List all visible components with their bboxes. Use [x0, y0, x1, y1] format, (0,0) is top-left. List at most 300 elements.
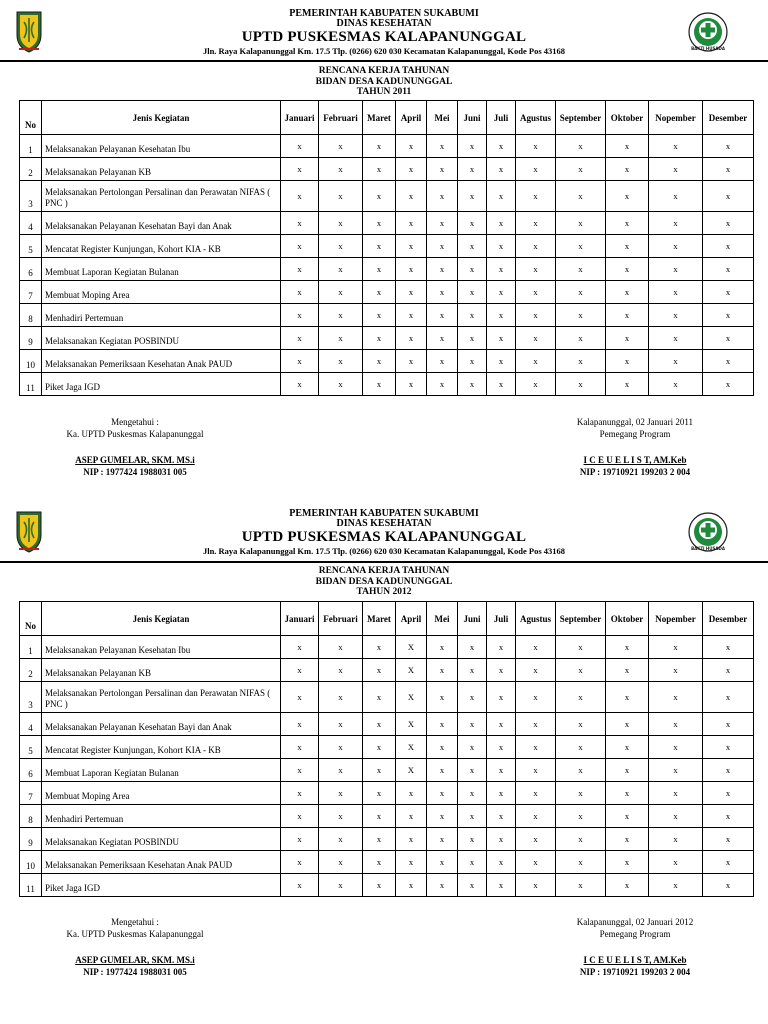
month-mark: x [606, 281, 649, 304]
column-header-month: Juli [487, 101, 516, 135]
month-mark: x [427, 327, 458, 350]
month-mark: x [363, 304, 396, 327]
month-mark: x [319, 158, 363, 181]
month-mark: x [281, 636, 319, 659]
month-mark: x [516, 235, 556, 258]
month-mark: x [458, 304, 487, 327]
month-mark: x [427, 158, 458, 181]
month-mark: x [487, 682, 516, 713]
month-mark: x [606, 828, 649, 851]
month-mark: x [458, 350, 487, 373]
month-mark: x [606, 713, 649, 736]
month-mark: x [606, 805, 649, 828]
plan-title [0, 566, 768, 598]
month-mark: x [487, 258, 516, 281]
month-mark: x [427, 828, 458, 851]
month-mark: x [649, 782, 703, 805]
column-header-month: Mei [427, 101, 458, 135]
month-mark: x [556, 782, 606, 805]
month-mark: x [516, 782, 556, 805]
activity-table [19, 100, 754, 396]
month-mark: x [703, 235, 754, 258]
month-mark: x [281, 327, 319, 350]
month-mark: x [396, 258, 427, 281]
month-mark: x [556, 713, 606, 736]
column-header-month: September [556, 101, 606, 135]
column-header-month: Januari [281, 101, 319, 135]
row-number: 6 [20, 258, 42, 281]
month-mark: x [703, 181, 754, 212]
month-mark: x [487, 759, 516, 782]
table-row [20, 373, 754, 396]
month-mark: x [427, 258, 458, 281]
month-mark: x [606, 304, 649, 327]
month-mark: x [649, 235, 703, 258]
month-mark: x [281, 782, 319, 805]
table-row [20, 181, 754, 212]
month-mark: X [396, 759, 427, 782]
month-mark: x [649, 212, 703, 235]
month-mark: x [487, 659, 516, 682]
month-mark: x [487, 212, 516, 235]
month-mark: x [319, 805, 363, 828]
month-mark: x [703, 759, 754, 782]
month-mark: x [281, 759, 319, 782]
month-mark: x [606, 851, 649, 874]
place-date: Kalapanunggal, 02 Januari 2012 [576, 917, 694, 927]
table-row [20, 281, 754, 304]
month-mark: x [703, 281, 754, 304]
column-header-month: Juli [487, 602, 516, 636]
month-mark: x [319, 874, 363, 897]
month-mark: x [649, 636, 703, 659]
activity-name: Melaksanakan Pertolongan Persalinan dan Perawatan NIFAS ( PNC ) [42, 181, 281, 212]
approver-title: Ka. UPTD Puskesmas Kalapanunggal [66, 929, 204, 939]
activity-name: Membuat Moping Area [42, 782, 281, 805]
month-mark: x [703, 636, 754, 659]
row-number: 5 [20, 736, 42, 759]
month-mark: x [556, 828, 606, 851]
letterhead-institution: UPTD PUSKESMAS KALAPANUNGGAL [241, 529, 527, 545]
month-mark: x [703, 135, 754, 158]
month-mark: x [606, 659, 649, 682]
month-mark: x [363, 659, 396, 682]
month-mark: x [396, 304, 427, 327]
approver-signature-block [40, 416, 230, 478]
month-mark: x [396, 874, 427, 897]
month-mark: x [396, 212, 427, 235]
month-mark: x [427, 636, 458, 659]
letterhead-government: PEMERINTAH KABUPATEN SUKABUMI [289, 508, 479, 519]
approver-nip: NIP : 1977424 1988031 005 [83, 967, 187, 977]
month-mark: x [649, 874, 703, 897]
row-number: 1 [20, 636, 42, 659]
table-row [20, 851, 754, 874]
month-mark: x [427, 212, 458, 235]
month-mark: x [458, 736, 487, 759]
letterhead-department: DINAS KESEHATAN [336, 18, 432, 29]
month-mark: x [458, 828, 487, 851]
column-header-month: Maret [363, 101, 396, 135]
month-mark: x [363, 782, 396, 805]
month-mark: x [363, 181, 396, 212]
column-header-month: Februari [319, 101, 363, 135]
month-mark: x [516, 212, 556, 235]
program-holder-role: Pemegang Program [599, 429, 671, 439]
month-mark: x [703, 851, 754, 874]
activity-name: Piket Jaga IGD [42, 373, 281, 396]
month-mark: x [649, 258, 703, 281]
month-mark: x [363, 373, 396, 396]
month-mark: x [319, 636, 363, 659]
table-row [20, 659, 754, 682]
row-number: 11 [20, 373, 42, 396]
month-mark: x [516, 713, 556, 736]
month-mark: x [606, 158, 649, 181]
month-mark: x [281, 350, 319, 373]
month-mark: x [516, 373, 556, 396]
approver-label: Mengetahui : [111, 417, 159, 427]
month-mark: x [319, 281, 363, 304]
month-mark: x [319, 304, 363, 327]
month-mark: x [427, 659, 458, 682]
month-mark: x [516, 659, 556, 682]
month-mark: x [487, 713, 516, 736]
month-mark: x [649, 736, 703, 759]
column-header-month: Desember [703, 602, 754, 636]
activity-name: Melaksanakan Kegiatan POSBINDU [42, 828, 281, 851]
month-mark: x [516, 327, 556, 350]
month-mark: x [363, 682, 396, 713]
month-mark: x [427, 135, 458, 158]
row-number: 5 [20, 235, 42, 258]
column-header-month: Agustus [516, 101, 556, 135]
month-mark: x [458, 281, 487, 304]
plan-title-line3: TAHUN 2011 [356, 87, 412, 97]
month-mark: x [556, 851, 606, 874]
month-mark: x [649, 327, 703, 350]
month-mark: x [487, 828, 516, 851]
month-mark: x [396, 805, 427, 828]
month-mark: x [703, 373, 754, 396]
month-mark: x [556, 659, 606, 682]
month-mark: x [606, 373, 649, 396]
month-mark: x [363, 874, 396, 897]
month-mark: x [606, 759, 649, 782]
month-mark: x [281, 281, 319, 304]
letterhead-rule [0, 60, 768, 62]
month-mark: x [427, 759, 458, 782]
month-mark: x [606, 135, 649, 158]
month-mark: x [396, 828, 427, 851]
month-mark: x [556, 258, 606, 281]
letterhead-address: Jln. Raya Kalapanunggal Km. 17.5 Tlp. (0266) 620 030 Kecamatan Kalapanunggal, Kode Pos 43168 [202, 46, 566, 56]
month-mark: x [487, 281, 516, 304]
letterhead-address: Jln. Raya Kalapanunggal Km. 17.5 Tlp. (0266) 620 030 Kecamatan Kalapanunggal, Kode Pos 43168 [202, 546, 566, 556]
program-holder-name: I C E U E L I S T, AM.Keb [583, 955, 687, 965]
month-mark: x [281, 713, 319, 736]
month-mark: x [427, 304, 458, 327]
month-mark: x [516, 682, 556, 713]
month-mark: x [556, 327, 606, 350]
month-mark: x [516, 350, 556, 373]
activity-name: Mencatat Register Kunjungan, Kohort KIA - KB [42, 235, 281, 258]
month-mark: x [487, 851, 516, 874]
month-mark: x [649, 805, 703, 828]
month-mark: x [487, 782, 516, 805]
month-mark: x [556, 636, 606, 659]
month-mark: x [458, 181, 487, 212]
plan-title-line2: BIDAN DESA KADUNUNGGAL [315, 76, 453, 87]
letterhead-department: DINAS KESEHATAN [336, 518, 432, 529]
activity-name: Melaksanakan Pertolongan Persalinan dan Perawatan NIFAS ( PNC ) [42, 682, 281, 713]
month-mark: x [281, 212, 319, 235]
activity-name: Melaksanakan Pelayanan Kesehatan Ibu [42, 636, 281, 659]
plan-title-line2: BIDAN DESA KADUNUNGGAL [315, 576, 453, 587]
month-mark: x [363, 828, 396, 851]
month-mark: x [556, 759, 606, 782]
month-mark: x [649, 158, 703, 181]
month-mark: x [281, 158, 319, 181]
month-mark: x [487, 304, 516, 327]
month-mark: x [516, 304, 556, 327]
month-mark: x [281, 874, 319, 897]
activity-name: Membuat Laporan Kegiatan Bulanan [42, 759, 281, 782]
month-mark: x [649, 350, 703, 373]
month-mark: x [396, 181, 427, 212]
month-mark: x [319, 135, 363, 158]
month-mark: x [319, 373, 363, 396]
activity-table [19, 601, 754, 897]
month-mark: x [516, 759, 556, 782]
letterhead-government: PEMERINTAH KABUPATEN SUKABUMI [289, 8, 479, 19]
bakti-husada-logo-icon [688, 510, 728, 554]
month-mark: x [363, 212, 396, 235]
month-mark: x [396, 281, 427, 304]
month-mark: x [703, 828, 754, 851]
activity-name: Melaksanakan Pelayanan Kesehatan Ibu [42, 135, 281, 158]
month-mark: x [319, 235, 363, 258]
month-mark: x [319, 659, 363, 682]
month-mark: x [606, 327, 649, 350]
svg-text:BAKTI HUSADA: BAKTI HUSADA [691, 46, 725, 51]
month-mark: x [281, 805, 319, 828]
program-holder-role: Pemegang Program [599, 929, 671, 939]
month-mark: x [487, 327, 516, 350]
row-number: 10 [20, 350, 42, 373]
bakti-husada-logo-icon [688, 10, 728, 54]
month-mark: x [458, 636, 487, 659]
program-holder-signature-block [540, 916, 730, 978]
letterhead-institution: UPTD PUSKESMAS KALAPANUNGGAL [241, 29, 527, 45]
program-holder-signature-block [540, 416, 730, 478]
row-number: 6 [20, 759, 42, 782]
approver-title: Ka. UPTD Puskesmas Kalapanunggal [66, 429, 204, 439]
month-mark: x [606, 235, 649, 258]
month-mark: x [427, 805, 458, 828]
month-mark: x [281, 373, 319, 396]
month-mark: x [363, 636, 396, 659]
program-holder-nip: NIP : 19710921 199203 2 004 [579, 967, 691, 977]
month-mark: x [396, 373, 427, 396]
month-mark: x [703, 212, 754, 235]
row-number: 4 [20, 212, 42, 235]
month-mark: x [319, 713, 363, 736]
month-mark: x [281, 851, 319, 874]
month-mark: x [427, 713, 458, 736]
month-mark: X [396, 713, 427, 736]
letterhead [0, 500, 768, 560]
month-mark: x [487, 135, 516, 158]
month-mark: x [363, 281, 396, 304]
program-holder-nip: NIP : 19710921 199203 2 004 [579, 467, 691, 477]
month-mark: x [319, 851, 363, 874]
column-header-month: Maret [363, 602, 396, 636]
month-mark: x [516, 135, 556, 158]
table-row [20, 212, 754, 235]
month-mark: x [427, 682, 458, 713]
month-mark: x [703, 805, 754, 828]
month-mark: x [319, 759, 363, 782]
month-mark: X [396, 736, 427, 759]
table-row [20, 235, 754, 258]
month-mark: x [458, 158, 487, 181]
activity-name: Melaksanakan Pemeriksaan Kesehatan Anak PAUD [42, 350, 281, 373]
table-row [20, 135, 754, 158]
row-number: 10 [20, 851, 42, 874]
month-mark: x [281, 135, 319, 158]
month-mark: x [319, 258, 363, 281]
month-mark: x [458, 874, 487, 897]
month-mark: x [427, 281, 458, 304]
plan-title-line3: TAHUN 2012 [356, 587, 412, 597]
row-number: 3 [20, 181, 42, 212]
activity-name: Melaksanakan Pelayanan KB [42, 158, 281, 181]
month-mark: x [516, 874, 556, 897]
table-row [20, 713, 754, 736]
month-mark: x [363, 235, 396, 258]
month-mark: x [458, 713, 487, 736]
month-mark: x [487, 350, 516, 373]
month-mark: x [649, 304, 703, 327]
month-mark: x [556, 373, 606, 396]
month-mark: x [458, 135, 487, 158]
month-mark: x [516, 258, 556, 281]
month-mark: x [396, 782, 427, 805]
column-header-month: Nopember [649, 101, 703, 135]
month-mark: x [606, 682, 649, 713]
column-header-month: September [556, 602, 606, 636]
month-mark: x [396, 135, 427, 158]
month-mark: x [649, 759, 703, 782]
month-mark: x [487, 636, 516, 659]
month-mark: x [606, 258, 649, 281]
month-mark: x [487, 158, 516, 181]
month-mark: x [427, 181, 458, 212]
month-mark: x [649, 373, 703, 396]
month-mark: x [556, 874, 606, 897]
month-mark: x [556, 181, 606, 212]
month-mark: x [458, 682, 487, 713]
approver-nip: NIP : 1977424 1988031 005 [83, 467, 187, 477]
month-mark: x [427, 782, 458, 805]
month-mark: x [703, 350, 754, 373]
month-mark: x [319, 181, 363, 212]
month-mark: x [363, 327, 396, 350]
month-mark: x [363, 759, 396, 782]
month-mark: x [363, 135, 396, 158]
column-header-activity: Jenis Kegiatan [42, 101, 281, 135]
month-mark: x [458, 759, 487, 782]
month-mark: x [281, 235, 319, 258]
month-mark: x [458, 212, 487, 235]
month-mark: X [396, 682, 427, 713]
month-mark: x [606, 212, 649, 235]
activity-name: Melaksanakan Kegiatan POSBINDU [42, 327, 281, 350]
month-mark: x [487, 235, 516, 258]
letterhead-rule [0, 561, 768, 563]
table-row [20, 636, 754, 659]
month-mark: x [703, 258, 754, 281]
column-header-month: Mei [427, 602, 458, 636]
month-mark: x [703, 713, 754, 736]
month-mark: x [516, 805, 556, 828]
month-mark: x [649, 659, 703, 682]
activity-name: Membuat Laporan Kegiatan Bulanan [42, 258, 281, 281]
month-mark: x [606, 181, 649, 212]
month-mark: x [319, 212, 363, 235]
month-mark: x [281, 659, 319, 682]
month-mark: x [606, 350, 649, 373]
month-mark: x [281, 828, 319, 851]
plan-2011-section [0, 0, 768, 500]
month-mark: x [319, 327, 363, 350]
month-mark: x [649, 851, 703, 874]
month-mark: x [487, 736, 516, 759]
row-number: 11 [20, 874, 42, 897]
column-header-activity: Jenis Kegiatan [42, 602, 281, 636]
table-row [20, 874, 754, 897]
month-mark: x [606, 636, 649, 659]
column-header-month: Agustus [516, 602, 556, 636]
month-mark: x [516, 158, 556, 181]
month-mark: x [703, 659, 754, 682]
activity-name: Melaksanakan Pelayanan KB [42, 659, 281, 682]
month-mark: x [281, 736, 319, 759]
month-mark: x [516, 636, 556, 659]
month-mark: x [649, 135, 703, 158]
table-row [20, 158, 754, 181]
month-mark: x [396, 327, 427, 350]
month-mark: x [458, 805, 487, 828]
activity-name: Melaksanakan Pemeriksaan Kesehatan Anak PAUD [42, 851, 281, 874]
month-mark: x [427, 851, 458, 874]
month-mark: x [281, 682, 319, 713]
plan-title-line1: RENCANA KERJA TAHUNAN [318, 66, 450, 76]
month-mark: x [516, 828, 556, 851]
month-mark: x [703, 782, 754, 805]
month-mark: x [556, 805, 606, 828]
table-row [20, 782, 754, 805]
column-header-month: Nopember [649, 602, 703, 636]
activity-name: Membuat Moping Area [42, 281, 281, 304]
row-number: 8 [20, 304, 42, 327]
month-mark: x [556, 281, 606, 304]
month-mark: x [396, 851, 427, 874]
month-mark: x [427, 235, 458, 258]
column-header-month: Oktober [606, 101, 649, 135]
month-mark: x [516, 181, 556, 212]
